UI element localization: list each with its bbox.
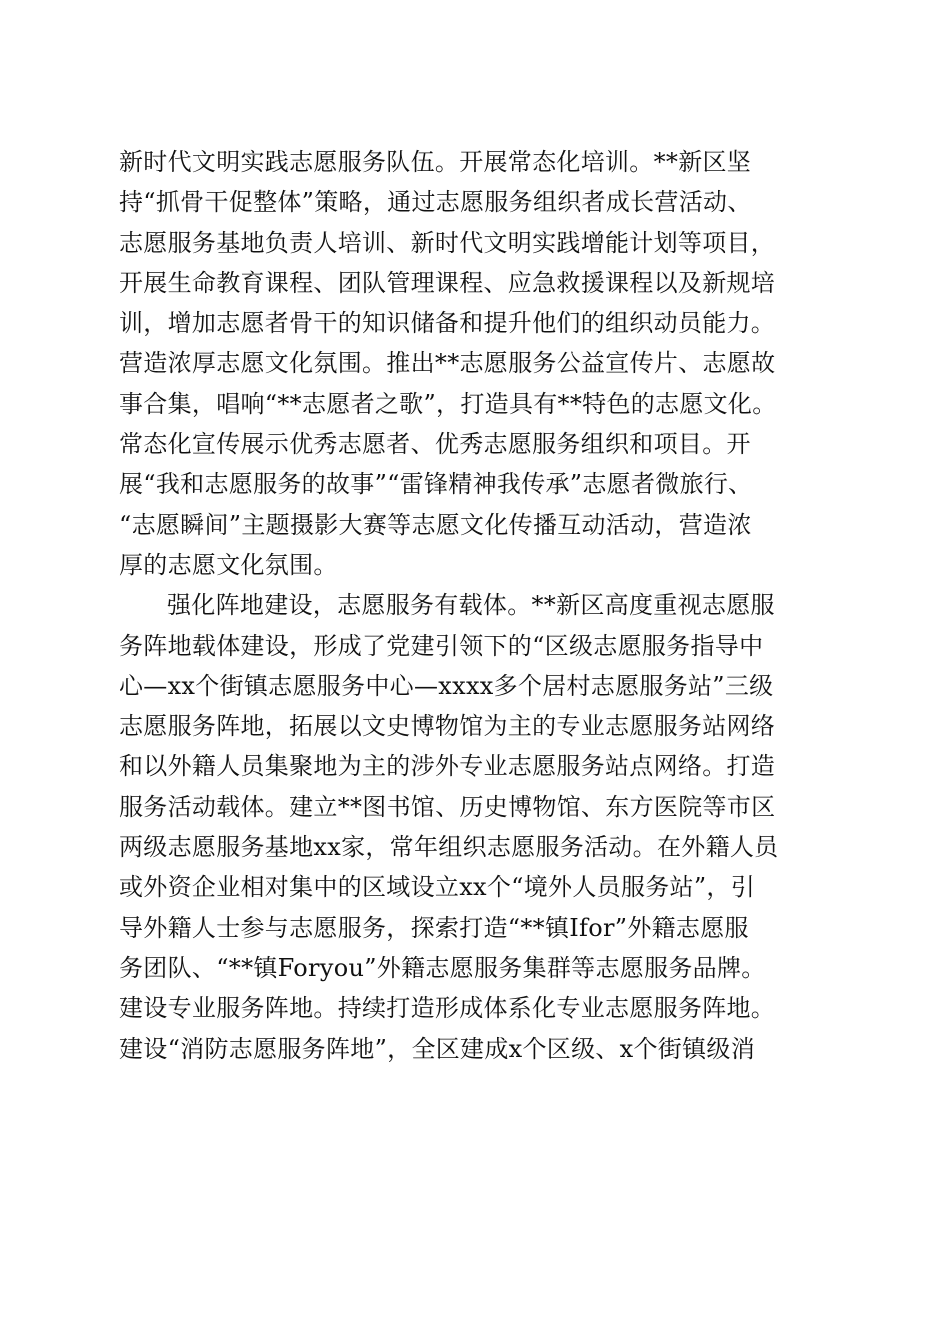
text-line: 建设“消防志愿服务阵地”，全区建成x个区级、x个街镇级消 bbox=[119, 1034, 756, 1063]
text-line: 务团队、“**镇Foryou”外籍志愿服务集群等志愿服务品牌。 bbox=[119, 953, 766, 982]
text-line: 营造浓厚志愿文化氛围。推出**志愿服务公益宣传片、志愿故 bbox=[119, 349, 776, 378]
paragraph-start-line: 强化阵地建设，志愿服务有载体。**新区高度重视志愿服 bbox=[167, 591, 775, 620]
text-line: 建设专业服务阵地。持续打造形成体系化专业志愿服务阵地。 bbox=[119, 994, 776, 1023]
text-line: 事合集，唱响“**志愿者之歌”，打造具有**特色的志愿文化。 bbox=[119, 389, 777, 418]
body-text bbox=[119, 142, 831, 1069]
text-line: 志愿服务基地负责人培训、新时代文明实践增能计划等项目， bbox=[119, 228, 776, 257]
text-line: 持“抓骨干促整体”策略，通过志愿服务组织者成长营活动、 bbox=[119, 188, 752, 217]
text-line: 开展生命教育课程、团队管理课程、应急救援课程以及新规培 bbox=[119, 268, 776, 297]
text-line: 或外资企业相对集中的区域设立xx个“境外人员服务站”，引 bbox=[119, 873, 756, 902]
text-line: 展“我和志愿服务的故事”“雷锋精神我传承”志愿者微旅行、 bbox=[119, 470, 753, 499]
text-line: 志愿服务阵地，拓展以文史博物馆为主的专业志愿服务站网络 bbox=[119, 712, 776, 741]
text-line: 训，增加志愿者骨干的知识储备和提升他们的组织动员能力。 bbox=[119, 309, 776, 338]
text-line: 务阵地载体建设，形成了党建引领下的“区级志愿服务指导中 bbox=[119, 631, 764, 660]
text-line: 心—xx个街镇志愿服务中心—xxxx多个居村志愿服务站”三级 bbox=[119, 671, 774, 700]
text-line: 常态化宣传展示优秀志愿者、优秀志愿服务组织和项目。开 bbox=[119, 430, 751, 459]
text-line: 服务活动载体。建立**图书馆、历史博物馆、东方医院等市区 bbox=[119, 792, 776, 821]
text-line: 导外籍人士参与志愿服务，探索打造“**镇Ifor”外籍志愿服 bbox=[119, 913, 749, 942]
text-line: 厚的志愿文化氛围。 bbox=[119, 550, 338, 579]
text-line: 新时代文明实践志愿服务队伍。开展常态化培训。**新区坚 bbox=[119, 148, 752, 176]
text-line: 两级志愿服务基地xx家，常年组织志愿服务活动。在外籍人员 bbox=[119, 833, 779, 862]
text-line: “志愿瞬间”主题摄影大赛等志愿文化传播互动活动，营造浓 bbox=[119, 510, 752, 539]
text-line: 和以外籍人员集聚地为主的涉外专业志愿服务站点网络。打造 bbox=[119, 752, 776, 781]
